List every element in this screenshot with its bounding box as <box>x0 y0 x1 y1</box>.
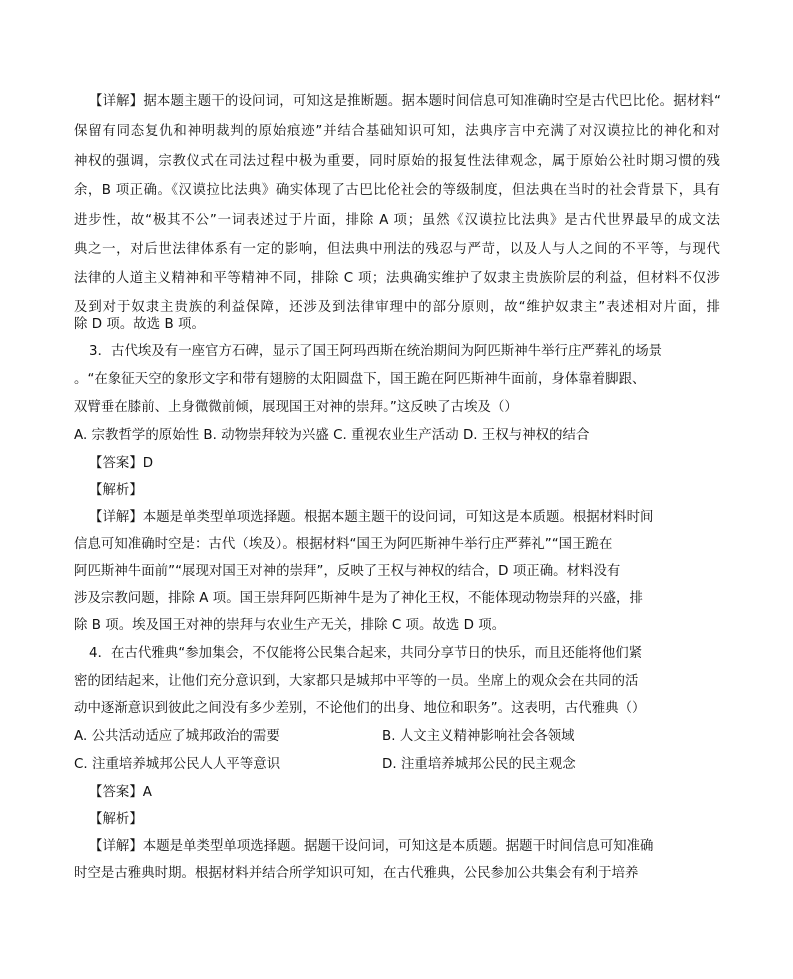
q2-detail-line-1: 【详解】据本题主题干的设问词，可知这是推断题。据本题时间信息可知准确时空是古代巴比伦。据材料“ <box>89 94 721 109</box>
q4-option-b: B. 人文主义精神影响社会各领域 <box>382 729 575 744</box>
q3-detail-line-1: 【详解】本题是单类型单项选择题。根据本题主题干的设问词，可知这是本质题。根据材料时间 <box>89 510 654 525</box>
q4-option-d: D. 注重培养城邦公民的民主观念 <box>382 757 576 772</box>
q3-detail-line-4: 涉及宗教问题，排除 A 项。国王崇拜阿匹斯神牛是为了神化王权，不能体现动物崇拜的兴盛，排 <box>74 591 643 606</box>
q4-option-a: A. 公共活动适应了城邦政治的需要 <box>74 729 280 744</box>
q2-detail-line-9: 除 D 项。故选 B 项。 <box>74 317 205 332</box>
q4-stem-line-3: 动中逐渐意识到彼此之间没有多少差别，不论他们的出身、地位和职务”。这表明，古代雅典（） <box>74 701 646 716</box>
q4-stem-line-1: 4．在古代雅典“参加集会，不仅能将公民集合起来，共同分享节日的快乐，而且还能将他们紧 <box>89 646 643 661</box>
q2-detail-line-8: 及到对于奴隶主贵族的利益保障，还涉及到法律审理中的部分原则，故“维护奴隶主”表述相对片面，排 <box>74 300 720 315</box>
q2-detail-line-4: 余，B 项正确。《汉谟拉比法典》确实体现了古巴比伦社会的等级制度，但法典在当时的社会背景下，具有 <box>74 183 720 198</box>
q3-detail-line-3: 阿匹斯神牛面前”“展现对国王对神的崇拜”，反映了王权与神权的结合，D 项正确。材料没有 <box>74 564 621 579</box>
q3-stem-line-1: 3．古代埃及有一座官方石碑，显示了国王阿玛西斯在统治期间为阿匹斯神牛举行庄严葬礼的场景 <box>89 344 663 359</box>
q2-detail-line-3: 神权的强调，宗教仪式在司法过程中极为重要，同时原始的报复性法律观念，属于原始公社时期习惯的残 <box>74 154 720 169</box>
q4-option-c: C. 注重培养城邦公民人人平等意识 <box>74 757 281 772</box>
q2-detail-line-6: 典之一，对后世法律体系有一定的影响，但法典中刑法的残忍与严苛，以及人与人之间的不平等，与现代 <box>74 242 720 257</box>
q4-stem-line-2: 密的团结起来，让他们充分意识到，大家都只是城邦中平等的一员。坐席上的观众会在共同的活 <box>74 674 639 689</box>
q2-detail-line-5: 进步性，故“极其不公”一词表述过于片面，排除 A 项；虽然《汉谟拉比法典》是古代世界最早的成文法 <box>74 213 720 228</box>
q3-stem-line-2: 。“在象征天空的象形文字和带有翅膀的太阳圆盘下，国王跪在阿匹斯神牛面前，身体靠着脚跟、 <box>74 372 646 387</box>
q3-options: A. 宗教哲学的原始性 B. 动物崇拜较为兴盛 C. 重视农业生产活动 D. 王权与神权的结合 <box>74 428 590 443</box>
q3-analysis-heading: 【解析】 <box>89 483 143 498</box>
q2-detail-line-2: 保留有同态复仇和神明裁判的原始痕迹”并结合基础知识可知，法典序言中充满了对汉谟拉比的神化和对 <box>74 124 720 139</box>
q4-detail-line-2: 时空是古雅典时期。根据材料并结合所学知识可知，在古代雅典，公民参加公共集会有利于培养 <box>74 866 639 881</box>
q4-detail-line-1: 【详解】本题是单类型单项选择题。据题干设问词，可知这是本质题。据题干时间信息可知准确 <box>89 839 654 854</box>
q3-stem-line-3: 双臂垂在膝前、上身微微前倾，展现国王对神的崇拜。”这反映了古埃及（） <box>74 400 518 415</box>
q2-detail-line-7: 法律的人道主义精神和平等精神不同，排除 C 项；法典确实维护了奴隶主贵族阶层的利益，但材料不仅涉 <box>74 271 720 286</box>
q4-analysis-heading: 【解析】 <box>89 812 143 827</box>
q3-detail-line-2: 信息可知准确时空是：古代（埃及）。根据材料“国王为阿匹斯神牛举行庄严葬礼”“国王跪在 <box>74 537 613 552</box>
q3-detail-line-5: 除 B 项。埃及国王对神的崇拜与农业生产无关，排除 C 项。故选 D 项。 <box>74 618 506 633</box>
q4-answer: 【答案】A <box>89 785 152 800</box>
q3-answer: 【答案】D <box>89 456 154 471</box>
